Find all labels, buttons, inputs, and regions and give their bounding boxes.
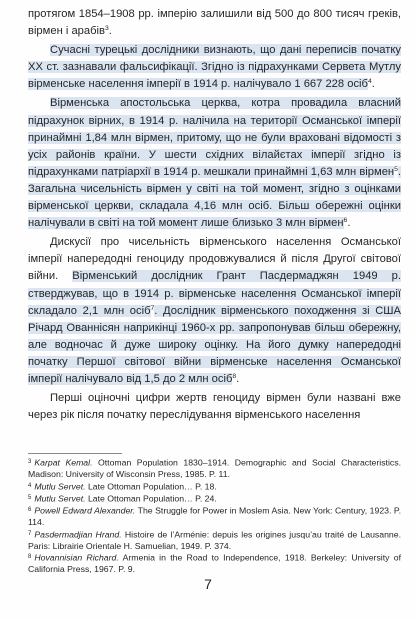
footnote-author: Hovannisian Richard. — [34, 552, 119, 563]
highlighted-text: Вірменська апостольська церква, котра провадила власний підрахунок вірних, в 1914 р. налічила на території Османської імперії принаймні 1,84 млн вірмен, притому, що не були враховані відомості з усіх районів країни. У шести східних вілайєтах імперії згідно із підрахунками патріархії в 1914 р. мешкали принаймні 1,63 млн вірмен — [28, 97, 401, 178]
paragraph-text: . — [108, 25, 112, 38]
footnote-text: Armenia in the Road to Independence, 1918. Berkeley: University of California Press, 1967. P. 9. — [28, 552, 401, 575]
highlighted-text: Дослідник вірменського походження зі США Річард Ованнісян наприкінці 1960-х рр. запропонував більш обережну, але водночас й дуже широку оцінку. На його думку напередодні початку Першої світової війни вірменське населення Османської імперії налічувало від 1,5 до 2 млн осіб — [28, 304, 402, 385]
footnote-number: 5 — [28, 494, 32, 501]
footnote-divider — [28, 453, 122, 454]
footnote-number: 3 — [28, 459, 32, 465]
body-text — [28, 6, 401, 424]
highlighted-text: Сучасні турецькі дослідники визнають, що дані переписів початку XX ст. зазнавали фальсифікації. Згідно із підрахунками Сервета Мутлу вірменське населення імперії в 1914 р. налічувало 1 667 228 осіб — [28, 44, 401, 91]
footnote-marker: 5 — [394, 166, 398, 174]
footnotes — [28, 457, 401, 576]
footnote-text: Histoire de l’Arménie: depuis les origines jusqu’au traité de Lausanne. Paris: Librairie Orientale H. Samuelian, 1949. P. 374. — [28, 529, 401, 551]
footnote-number: 4 — [28, 482, 32, 489]
footnote-marker: 6 — [343, 217, 348, 225]
footnote-author: Powell Edward Alexander. — [34, 505, 136, 516]
footnote — [28, 552, 401, 576]
footnote-number: 7 — [28, 530, 32, 537]
footnote-marker: 3 — [104, 25, 109, 33]
highlighted-text: . — [397, 165, 401, 178]
paragraph — [28, 42, 401, 93]
highlighted-text: . — [154, 304, 164, 317]
footnote-marker: 4 — [367, 78, 372, 86]
paragraph — [28, 6, 401, 40]
highlighted-text: Загальна чисельність вірмен у світі на той момент, згідно з оцінками вірменської церкви, складала 4,16 млн осіб. Більш обережні оцінки налічували в світі на той момент лише близько 3 млн вірмен — [28, 182, 401, 230]
footnote-text: Ottoman Population 1830–1914. Demographic and Social Characteristics. Madison: University of Wisconsin Press, 1985. P. 11. — [28, 457, 401, 480]
footnote-text: The Struggle for Power in Moslem Asia. New York: Century, 1923. P. 114. — [28, 505, 401, 527]
paragraph-text: протягом 1854–1908 рр. імперію залишили від 500 до 800 тисяч греків, вірмен і арабів — [28, 8, 401, 38]
footnote — [28, 481, 401, 493]
paragraph — [28, 234, 401, 388]
footnote-author: Pasdermadjian Hrand. — [34, 529, 122, 540]
footnote-marker: 8 — [232, 373, 237, 381]
page-number: 7 — [204, 576, 212, 592]
paragraph — [28, 390, 401, 424]
highlighted-text: Вірменський дослідник Грант Пасдермаджян 1949 р. стверджував, що в 1914 р. вірменське населення Османської імперії складало 2,1 млн осіб — [28, 270, 401, 317]
footnote-text: Late Ottoman Population… P. 24. — [85, 493, 217, 504]
paragraph-text: Дискусії про чисельність вірменського населення Османської імперії напередодні геноциду продовжувалися й після Другої світової війни. — [28, 236, 401, 283]
paragraph — [28, 95, 401, 232]
footnote-author: Mutlu Servet. — [34, 493, 86, 504]
paragraph-text: . — [371, 78, 375, 91]
footnote-number: 6 — [28, 506, 32, 513]
footnote — [28, 505, 401, 529]
paragraph-text: . — [347, 217, 351, 230]
footnote-author: Mutlu Servet. — [34, 481, 86, 492]
footnote-text: Late Ottoman Population… P. 18. — [85, 481, 217, 492]
footnote-number: 8 — [28, 554, 32, 561]
footnote — [28, 529, 401, 553]
footnote-author: Karpat Kemal. — [34, 457, 93, 468]
footnote-marker: 7 — [150, 304, 155, 312]
paragraph-text: Перші оціночні цифри жертв геноциду вірмен були названі вже через рік після початку переслідування вірменського населення — [28, 392, 401, 422]
paragraph-text: . — [236, 372, 240, 385]
footnote — [28, 493, 401, 505]
footnote — [28, 457, 401, 481]
